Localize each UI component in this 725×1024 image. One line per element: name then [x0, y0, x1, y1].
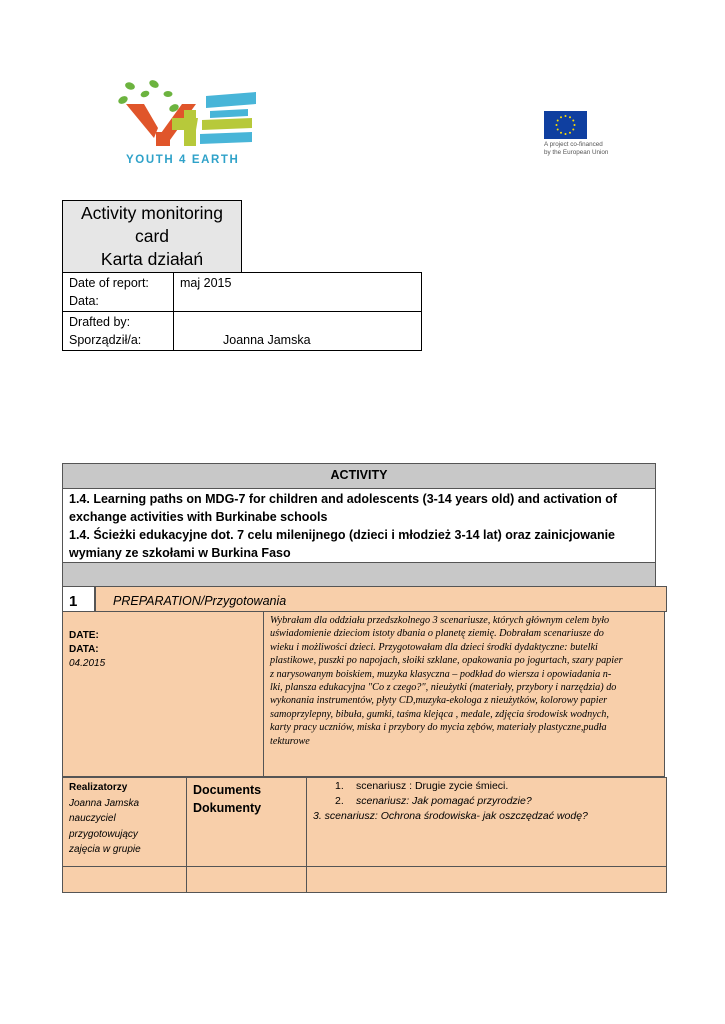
phase-number: 1 — [62, 586, 95, 612]
title-line: Activity monitoring — [81, 203, 223, 223]
date-row — [63, 273, 422, 312]
activity-line: exchange activities with Burkinabe schools — [69, 510, 328, 524]
activity-line: 1.4. Learning paths on MDG-7 for children and adolescents (3-14 years old) and activation of — [69, 492, 618, 506]
report-info-table — [62, 272, 422, 351]
scenario-number: 2. — [335, 795, 344, 807]
phase-date-label-pl: DATA: — [69, 644, 99, 655]
title-line: Karta działań — [100, 249, 204, 269]
eu-cofinance-logo — [544, 111, 634, 161]
activity-line: 1.4. Ścieżki edukacyjne dot. 7 celu milenijnego (dzieci i młodzież 3-14 lat) oraz zainicjowanie — [69, 528, 616, 542]
realizatorzy-label: Realizatorzy — [69, 782, 128, 793]
youth4earth-logo — [112, 80, 262, 170]
scenario-item: 3. scenariusz: Ochrona środowiska- jak oszczędzać wodę? — [313, 810, 588, 822]
drafted-row — [63, 312, 422, 351]
description-line: wieku i możliwości dzieci. Przygotowałam dla dzieci środki dydaktyczne: butelki — [270, 641, 598, 653]
documents-label-cell — [187, 777, 307, 867]
description-line: lki, plansza edukacyjna "Co z czego?", nieużytki (materiały, przybory i narzędzia) do — [270, 682, 617, 694]
description-line: samoprzylepny, bibuła, gumki, taśma klejąca , medale, zdjęcia środowisk wodnych, — [270, 708, 609, 720]
phase-title: PREPARATION/Przygotowania — [95, 586, 667, 612]
scenario-number: 1. — [335, 780, 344, 792]
drafted-value-cell — [174, 312, 422, 351]
description-line: z narysowanym boiskiem, muzyka klasyczna – podkład do wiersza i opowiadania n- — [270, 668, 612, 680]
description-line: tekturowe — [270, 735, 310, 747]
date-label-pl: Data: — [69, 294, 99, 308]
activity-line: wymiany ze szkołami w Burkina Faso — [69, 546, 291, 560]
eu-flag-icon — [544, 111, 587, 139]
activity-table — [62, 463, 656, 588]
realizator-line: Joanna Jamska — [69, 797, 140, 809]
realizator-line: nauczyciel — [69, 813, 116, 824]
empty-cell — [62, 867, 187, 893]
date-value: maj 2015 — [180, 276, 232, 290]
description-line: wykonania instrumentów, płyty CD,muzyka-ekologa z nieużytków, kolorowy papier — [270, 695, 608, 707]
documents-label: Documents — [193, 783, 262, 797]
activity-description — [63, 489, 655, 562]
description-line: uświadomienie dzieciom istoty dbania o planetę ziemię. Dobrałam scenariusze do — [270, 628, 604, 640]
logo-text: YOUTH 4 EARTH — [126, 154, 240, 166]
description-line: karty pracy uczniów, miska i przybory do mycia zębów, materiały plastyczne,pudła — [270, 722, 607, 734]
drafted-label: Drafted by: — [69, 315, 131, 329]
scenario-text: scenariusz : Drugie zycie śmieci. — [356, 780, 509, 792]
scenario-item — [313, 794, 666, 809]
empty-cell — [307, 867, 667, 893]
description-line: Wybrałam dla oddziału przedszkolnego 3 scenariusze, których głównym celem było — [270, 615, 610, 626]
phase-date-label: DATE: — [69, 630, 99, 641]
activity-spacer-row — [63, 562, 655, 587]
phase-date-cell — [62, 612, 264, 777]
realizator-line: przygotowujący — [69, 828, 138, 840]
documents-list-cell — [307, 777, 667, 867]
drafted-label-cell — [63, 312, 174, 351]
activity-header: ACTIVITY — [63, 464, 655, 489]
eu-caption-line: A project co-financed — [544, 141, 603, 148]
description-line: plastikowe, puszki po napojach, słoiki szklane, opakowania po jogurtach, szary papier — [270, 655, 623, 667]
documents-label-pl: Dokumenty — [193, 801, 262, 815]
tree-logo-icon — [112, 80, 262, 154]
scenario-text: scenariusz: Jak pomagać przyrodzie? — [356, 795, 532, 807]
date-label-cell — [63, 273, 174, 312]
scenario-item — [313, 779, 666, 794]
realizatorzy-cell — [62, 777, 187, 867]
title-line: card — [134, 226, 170, 246]
empty-cell — [187, 867, 307, 893]
eu-caption — [544, 141, 608, 156]
drafted-label-pl: Sporządził/a: — [69, 333, 142, 347]
card-title — [62, 200, 242, 272]
phase-description-cell — [264, 612, 665, 777]
date-label: Date of report: — [69, 276, 149, 290]
realizator-line: zajęcia w grupie — [69, 844, 141, 855]
eu-caption-line: by the European Union — [544, 148, 609, 156]
drafted-value: Joanna Jamska — [223, 333, 311, 347]
phase-date-value: 04.2015 — [69, 658, 106, 669]
date-value-cell — [174, 273, 422, 312]
